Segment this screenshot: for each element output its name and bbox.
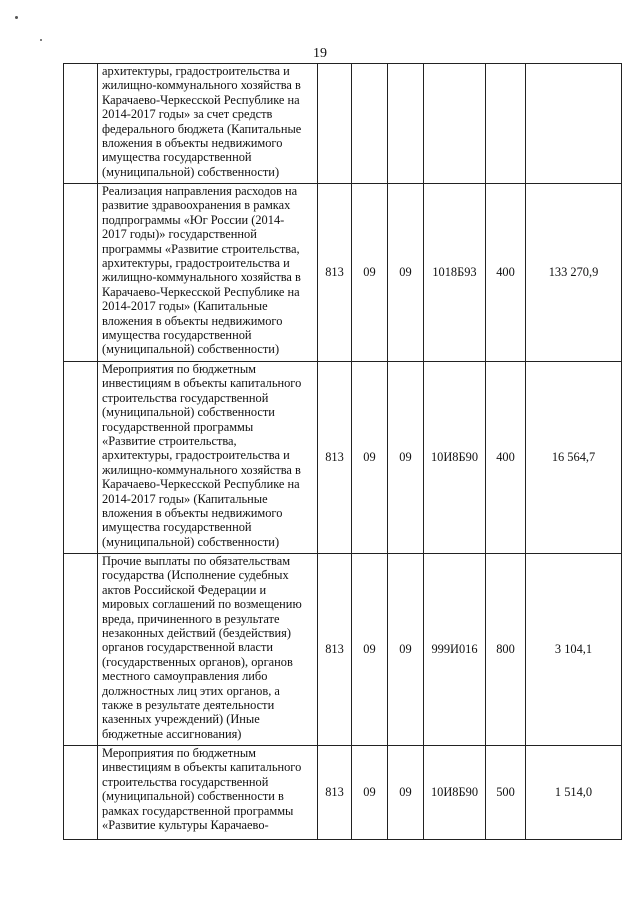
row-index-cell (64, 554, 98, 746)
description-line: строительства государственной (102, 774, 269, 789)
description-line: жилищно-коммунального хозяйства в (102, 270, 301, 285)
description-line: архитектуры, градостроительства и (102, 448, 290, 463)
ministry-code-cell: 813 (318, 184, 352, 362)
target-article-cell: 1018Б93 (424, 184, 486, 362)
row-index-cell (64, 746, 98, 840)
section-cell: 09 (352, 362, 388, 554)
row-index-cell (64, 64, 98, 184)
description-line: бюджетные ассигнования) (102, 726, 242, 741)
description-line: Карачаево-Черкесской Республике на (102, 477, 300, 492)
description-line: инвестициям в объекты капитального (102, 376, 302, 391)
description-line: развитие здравоохранения в рамках (102, 198, 291, 213)
subsection-cell: 09 (388, 554, 424, 746)
ministry-code-cell: 813 (318, 554, 352, 746)
description-line: 2014-2017 годы» за счет средств (102, 107, 273, 122)
expense-type-cell: 400 (486, 362, 526, 554)
table-row (64, 746, 622, 840)
amount-cell: 1 514,0 (526, 746, 622, 840)
description-line: Мероприятия по бюджетным (102, 362, 257, 376)
amount-cell: 3 104,1 (526, 554, 622, 746)
description-cell (98, 746, 318, 840)
expense-type-cell: 400 (486, 184, 526, 362)
description-line: жилищно-коммунального хозяйства в (102, 78, 301, 93)
description-line: Реализация направления расходов на (102, 184, 298, 198)
description-line: имущества государственной (102, 520, 252, 535)
description-line: подпрограммы «Юг России (2014- (102, 212, 285, 227)
description-line: 2014-2017 годы» (Капитальные (102, 299, 268, 314)
description-line: жилищно-коммунального хозяйства в (102, 462, 301, 477)
expense-type-cell: 500 (486, 746, 526, 840)
description-cell (98, 64, 318, 184)
target-article-cell (424, 64, 486, 184)
subsection-cell: 09 (388, 184, 424, 362)
description-line: Мероприятия по бюджетным (102, 746, 257, 760)
expense-type-cell (486, 64, 526, 184)
budget-table (63, 63, 622, 840)
description-line: имущества государственной (102, 328, 252, 343)
description-line: местного самоуправления либо (102, 669, 268, 684)
description-line: (муниципальной) собственности в (102, 789, 284, 804)
description-line: федерального бюджета (Капитальные (102, 121, 302, 136)
amount-cell: 133 270,9 (526, 184, 622, 362)
description-line: архитектуры, градостроительства и (102, 256, 290, 271)
description-line: (государственных органов), органов (102, 654, 293, 669)
description-line: казенных учреждений) (Иные (102, 712, 260, 727)
description-line: актов Российской Федерации и (102, 582, 267, 597)
description-line: также в результате деятельности (102, 698, 275, 713)
description-line: (муниципальной) собственности) (102, 534, 280, 549)
description-line: Прочие выплаты по обязательствам (102, 554, 291, 568)
description-line: инвестициям в объекты капитального (102, 760, 302, 775)
table-row (64, 64, 622, 184)
description-line: рамках государственной программы (102, 803, 294, 818)
description-line: (муниципальной) собственности (102, 405, 275, 420)
description-line: 2017 годы)» государственной (102, 227, 257, 242)
description-cell (98, 362, 318, 554)
description-line: 2014-2017 годы» (Капитальные (102, 491, 268, 506)
description-line: вложения в объекты недвижимого (102, 136, 283, 151)
description-line: «Развитие строительства, (102, 434, 237, 449)
description-line: программы «Развитие строительства, (102, 241, 300, 256)
description-line: государственной программы (102, 419, 254, 434)
table-row (64, 554, 622, 746)
section-cell: 09 (352, 746, 388, 840)
description-line: (муниципальной) собственности) (102, 164, 280, 179)
description-line: Карачаево-Черкесской Республике на (102, 92, 300, 107)
description-line: незаконных действий (бездействия) (102, 626, 291, 641)
description-line: архитектуры, градостроительства и (102, 64, 290, 78)
description-line: Карачаево-Черкесской Республике на (102, 284, 300, 299)
ministry-code-cell: 813 (318, 362, 352, 554)
subsection-cell: 09 (388, 746, 424, 840)
scan-speck (40, 39, 42, 41)
page-number: 19 (313, 46, 327, 61)
amount-cell: 16 564,7 (526, 362, 622, 554)
description-line: вложения в объекты недвижимого (102, 313, 283, 328)
description-cell (98, 184, 318, 362)
ministry-code-cell: 813 (318, 746, 352, 840)
description-line: «Развитие культуры Карачаево- (102, 818, 269, 833)
ministry-code-cell (318, 64, 352, 184)
description-line: имущества государственной (102, 150, 252, 165)
description-line: мировых соглашений по возмещению (102, 597, 302, 612)
description-line: строительства государственной (102, 390, 269, 405)
target-article-cell: 10И8Б90 (424, 746, 486, 840)
target-article-cell: 999И016 (424, 554, 486, 746)
expense-type-cell: 800 (486, 554, 526, 746)
section-cell (352, 64, 388, 184)
row-index-cell (64, 184, 98, 362)
description-line: вложения в объекты недвижимого (102, 506, 283, 521)
table-row (64, 362, 622, 554)
subsection-cell: 09 (388, 362, 424, 554)
row-index-cell (64, 362, 98, 554)
description-line: государства (Исполнение судебных (102, 568, 289, 583)
amount-cell (526, 64, 622, 184)
description-line: органов государственной власти (102, 640, 274, 655)
section-cell: 09 (352, 554, 388, 746)
table-row (64, 184, 622, 362)
target-article-cell: 10И8Б90 (424, 362, 486, 554)
section-cell: 09 (352, 184, 388, 362)
subsection-cell (388, 64, 424, 184)
scan-speck (15, 16, 18, 19)
description-line: вреда, причиненного в результате (102, 611, 280, 626)
description-line: должностных лиц этих органов, а (102, 683, 280, 698)
description-line: (муниципальной) собственности) (102, 342, 280, 357)
description-cell (98, 554, 318, 746)
